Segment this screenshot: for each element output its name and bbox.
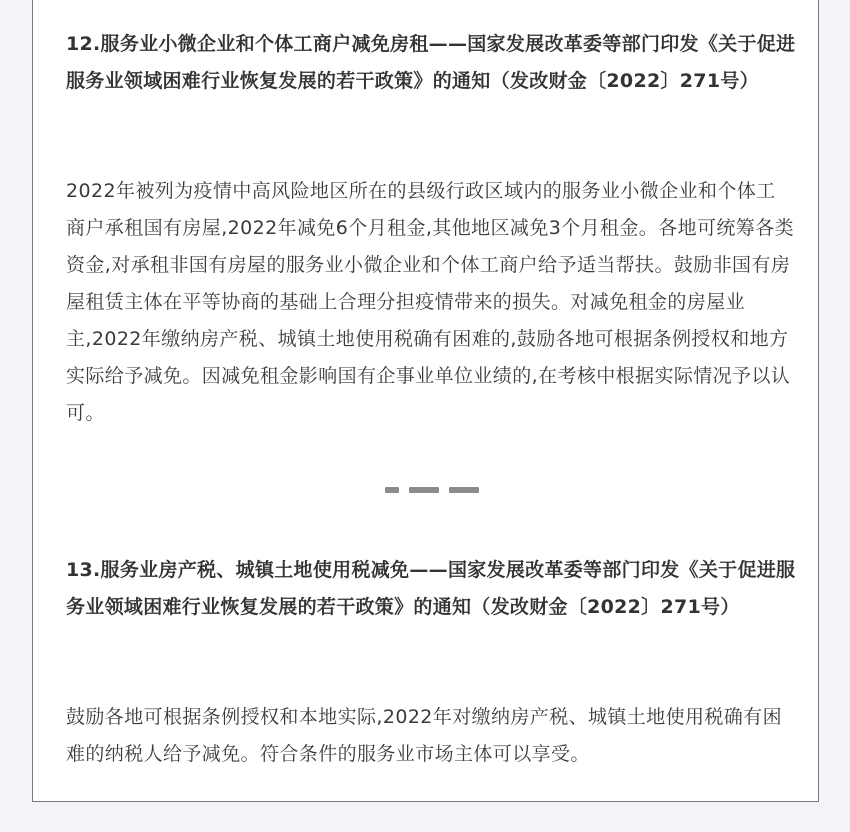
section-12-heading: 12.服务业小微企业和个体工商户减免房租——国家发展改革委等部门印发《关于促进服务业领域困难行业恢复发展的若干政策》的通知（发改财金〔2022〕271号） bbox=[66, 33, 796, 92]
section-divider bbox=[385, 487, 479, 493]
divider-dash bbox=[385, 487, 399, 493]
article-card bbox=[32, 0, 819, 802]
section-12-body: 2022年被列为疫情中高风险地区所在的县级行政区域内的服务业小微企业和个体工商户承租国有房屋,2022年减免6个月租金,其他地区减免3个月租金。各地可统筹各类资金,对承租非国有房屋的服务业小微企业和个体工商户给予适当帮扶。鼓励非国有房屋租赁主体在平等协商的基础上合理分担疫情带来的损失。对减免租金的房屋业主,2022年缴纳房产税、城镇土地使用税确有困难的,鼓励各地可根据条例授权和地方实际给予减免。因减免租金影响国有企事业单位业绩的,在考核中根据实际情况予以认可。 bbox=[66, 180, 795, 424]
section-13-heading: 13.服务业房产税、城镇土地使用税减免——国家发展改革委等部门印发《关于促进服务业领域困难行业恢复发展的若干政策》的通知（发改财金〔2022〕271号） bbox=[66, 559, 796, 618]
section-13-body: 鼓励各地可根据条例授权和本地实际,2022年对缴纳房产税、城镇土地使用税确有困难的纳税人给予减免。符合条件的服务业市场主体可以享受。 bbox=[66, 706, 782, 765]
divider-dash bbox=[409, 487, 439, 493]
divider-dash bbox=[449, 487, 479, 493]
